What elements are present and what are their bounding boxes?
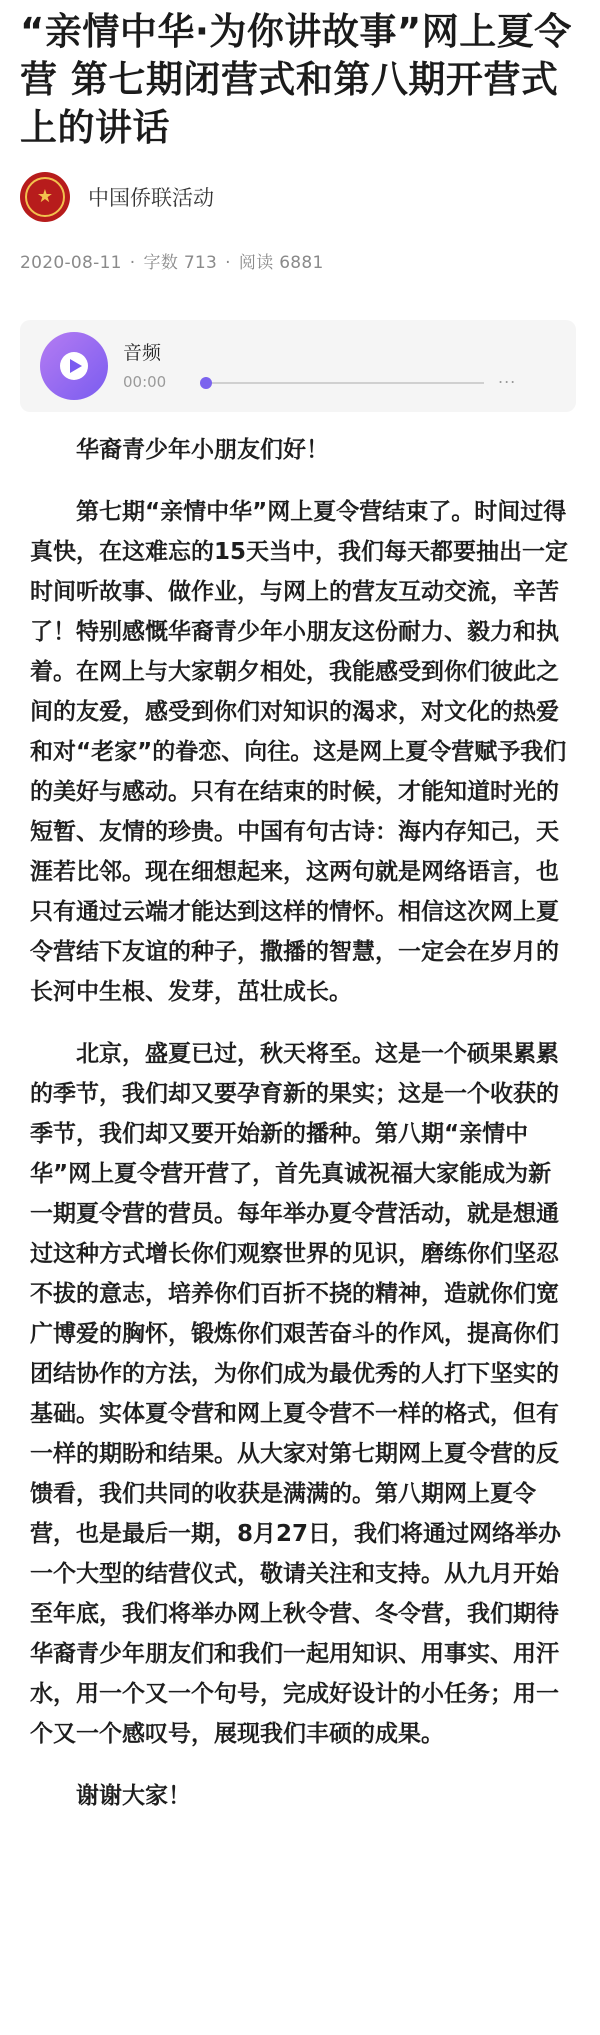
closing-paragraph: 谢谢大家！ [76,1783,191,1809]
star-icon: ★ [36,186,54,207]
account-name[interactable]: 中国侨联活动 [88,186,214,210]
read-count: 阅读 6881 [238,253,324,273]
play-icon [59,351,89,381]
account-avatar-icon[interactable] [20,172,70,222]
audio-player [20,320,576,412]
audio-label: 音频 [123,342,162,364]
audio-progress-handle[interactable] [200,377,212,389]
account-row[interactable] [20,172,214,222]
avatar-ring [25,177,65,217]
audio-more-icon[interactable]: ... [498,368,517,387]
body-paragraph: 第七期“亲情中华”网上夏令营结束了。时间过得真快，在这难忘的15天当中，我们每天都要抽出一定时间听故事、做作业，与网上的营友互动交流，辛苦了！特别感慨华裔青少年小朋友这份耐力、毅力和执着。在网上与大家朝夕相处，我能感受到你们彼此之间的友爱，感受到你们对知识的渴求，对文化的热爱和对“老家”的眷恋、向往。这是网上夏令营赋予我们的美好与感动。只有在结束的时候，才能知道时光的短暂、友情的珍贵。中国有句古诗：海内存知己，天涯若比邻。现在细想起来，这两句就是网络语言，也只有通过云端才能达到这样的情怀。相信这次网上夏令营结下友谊的种子，撒播的智慧，一定会在岁月的长河中生根、发芽，茁壮成长。 [30,499,569,1005]
play-button[interactable] [40,332,108,400]
article-title: “亲情中华·为你讲故事”网上夏令营 第七期闭营式和第八期开营式上的讲话 [20,10,572,149]
greeting-paragraph: 华裔青少年小朋友们好！ [76,437,329,463]
body-paragraph: 北京，盛夏已过，秋天将至。这是一个硕果累累的季节，我们却又要孕育新的果实；这是一个收获的季节，我们却又要开始新的播种。第八期“亲情中华”网上夏令营开营了，首先真诚祝福大家能成为新一期夏令营的营员。每年举办夏令营活动，就是想通过这种方式增长你们观察世界的见识，磨练你们坚忍不拔的意志，培养你们百折不挠的精神，造就你们宽广博爱的胸怀，锻炼你们艰苦奋斗的作风，提高你们团结协作的方法，为你们成为最优秀的人打下坚实的基础。实体夏令营和网上夏令营不一样的格式，但有一样的期盼和结果。从大家对第七期网上夏令营的反馈看，我们共同的收获是满满的。第八期网上夏令营，也是最后一期，8月27日，我们将通过网络举办一个大型的结营仪式，敬请关注和支持。从九月开始至年底，我们将举办网上秋令营、冬令营，我们期待华裔青少年朋友们和我们一起用知识、用事实、用汗水，用一个又一个句号，完成好设计的小任务；用一个又一个感叹号，展现我们丰硕的成果。 [30,1041,562,1747]
audio-time: 00:00 [123,373,167,391]
audio-progress-track[interactable] [204,382,484,384]
meta-separator: · [225,253,231,273]
word-count: 字数 713 [143,253,218,273]
article-body [30,430,572,1838]
publish-date: 2020-08-11 [20,253,122,273]
article-meta [20,248,324,273]
meta-separator: · [129,253,136,273]
